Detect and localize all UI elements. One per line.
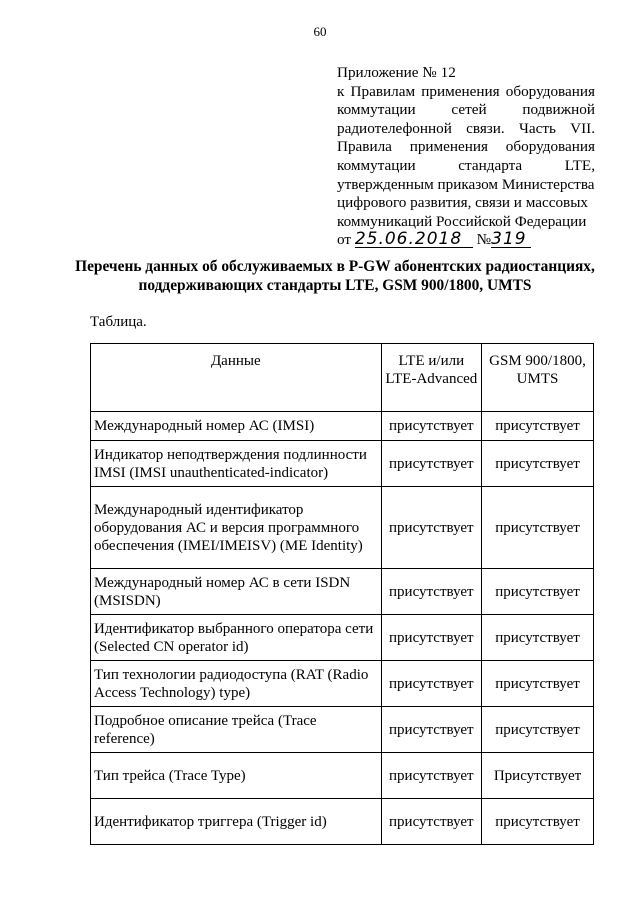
cell-lte: присутствует	[381, 441, 481, 487]
appendix-title: Приложение № 12	[337, 64, 456, 81]
appendix-header	[337, 64, 595, 250]
cell-name: Идентификатор триггера (Trigger id)	[91, 799, 382, 845]
cell-name: Международный идентификатор оборудования АС и версия программного обеспечения (IMEI/IMEISV) (ME Identity)	[91, 487, 382, 569]
cell-gsm: присутствует	[482, 799, 594, 845]
appendix-line: коммуникаций Российской Федерации	[337, 212, 587, 230]
appendix-line: коммутации сетей подвижной	[337, 101, 595, 119]
table-row	[91, 487, 594, 569]
cell-name: Международный номер АС в сети ISDN (MSISDN)	[91, 569, 382, 615]
appendix-date-line	[337, 231, 595, 250]
appendix-line: к Правилам применения оборудования	[337, 82, 595, 100]
appendix-line: радиотелефонной связи. Часть VII.	[337, 119, 595, 137]
table-label: Таблица.	[90, 314, 147, 330]
table-row	[91, 441, 594, 487]
table-row	[91, 707, 594, 753]
document-heading: Перечень данных об обслуживаемых в P-GW абонентских радиостанциях, поддерживающих стандарты LTE, GSM 900/1800, UMTS	[75, 258, 595, 294]
cell-gsm: присутствует	[482, 441, 594, 487]
cell-name: Подробное описание трейса (Trace reference)	[91, 707, 382, 753]
cell-lte: присутствует	[381, 487, 481, 569]
cell-lte: присутствует	[381, 707, 481, 753]
table-row	[91, 412, 594, 441]
date-value: 25.06.2018	[355, 231, 473, 248]
appendix-line: коммутации стандарта LTE,	[337, 156, 595, 174]
cell-name: Идентификатор выбранного оператора сети (Selected CN operator id)	[91, 615, 382, 661]
cell-gsm: присутствует	[482, 707, 594, 753]
cell-gsm: присутствует	[482, 569, 594, 615]
cell-gsm: присутствует	[482, 615, 594, 661]
page-number: 60	[313, 24, 327, 39]
cell-gsm: присутствует	[482, 412, 594, 441]
table-row	[91, 799, 594, 845]
cell-lte: присутствует	[381, 569, 481, 615]
cell-lte: присутствует	[381, 753, 481, 799]
cell-name: Тип трейса (Trace Type)	[91, 753, 382, 799]
table-header-row	[91, 344, 594, 412]
cell-lte: присутствует	[381, 412, 481, 441]
cell-lte: присутствует	[381, 799, 481, 845]
date-prefix: от	[337, 231, 352, 249]
table-row	[91, 753, 594, 799]
appendix-line: Правила применения оборудования	[337, 138, 595, 156]
cell-name: Индикатор неподтверждения подлинности IMSI (IMSI unauthenticated-indicator)	[91, 441, 382, 487]
cell-gsm: присутствует	[482, 487, 594, 569]
appendix-line: утвержденным приказом Министерства	[337, 175, 595, 193]
cell-name: Тип технологии радиодоступа (RAT (Radio Access Technology) type)	[91, 661, 382, 707]
table-row	[91, 661, 594, 707]
cell-gsm: Присутствует	[482, 753, 594, 799]
header-gsm: GSM 900/1800, UMTS	[482, 344, 594, 412]
cell-lte: присутствует	[381, 661, 481, 707]
header-data: Данные	[91, 344, 382, 412]
table-row	[91, 615, 594, 661]
appendix-line: цифрового развития, связи и массовых	[337, 194, 589, 212]
cell-gsm: присутствует	[482, 661, 594, 707]
cell-lte: присутствует	[381, 615, 481, 661]
number-prefix: №	[476, 231, 492, 249]
header-lte: LTE и/или LTE-Advanced	[381, 344, 481, 412]
cell-name: Международный номер АС (IMSI)	[91, 412, 382, 441]
data-table	[90, 343, 594, 845]
table-row	[91, 569, 594, 615]
order-number: 319	[491, 231, 531, 248]
